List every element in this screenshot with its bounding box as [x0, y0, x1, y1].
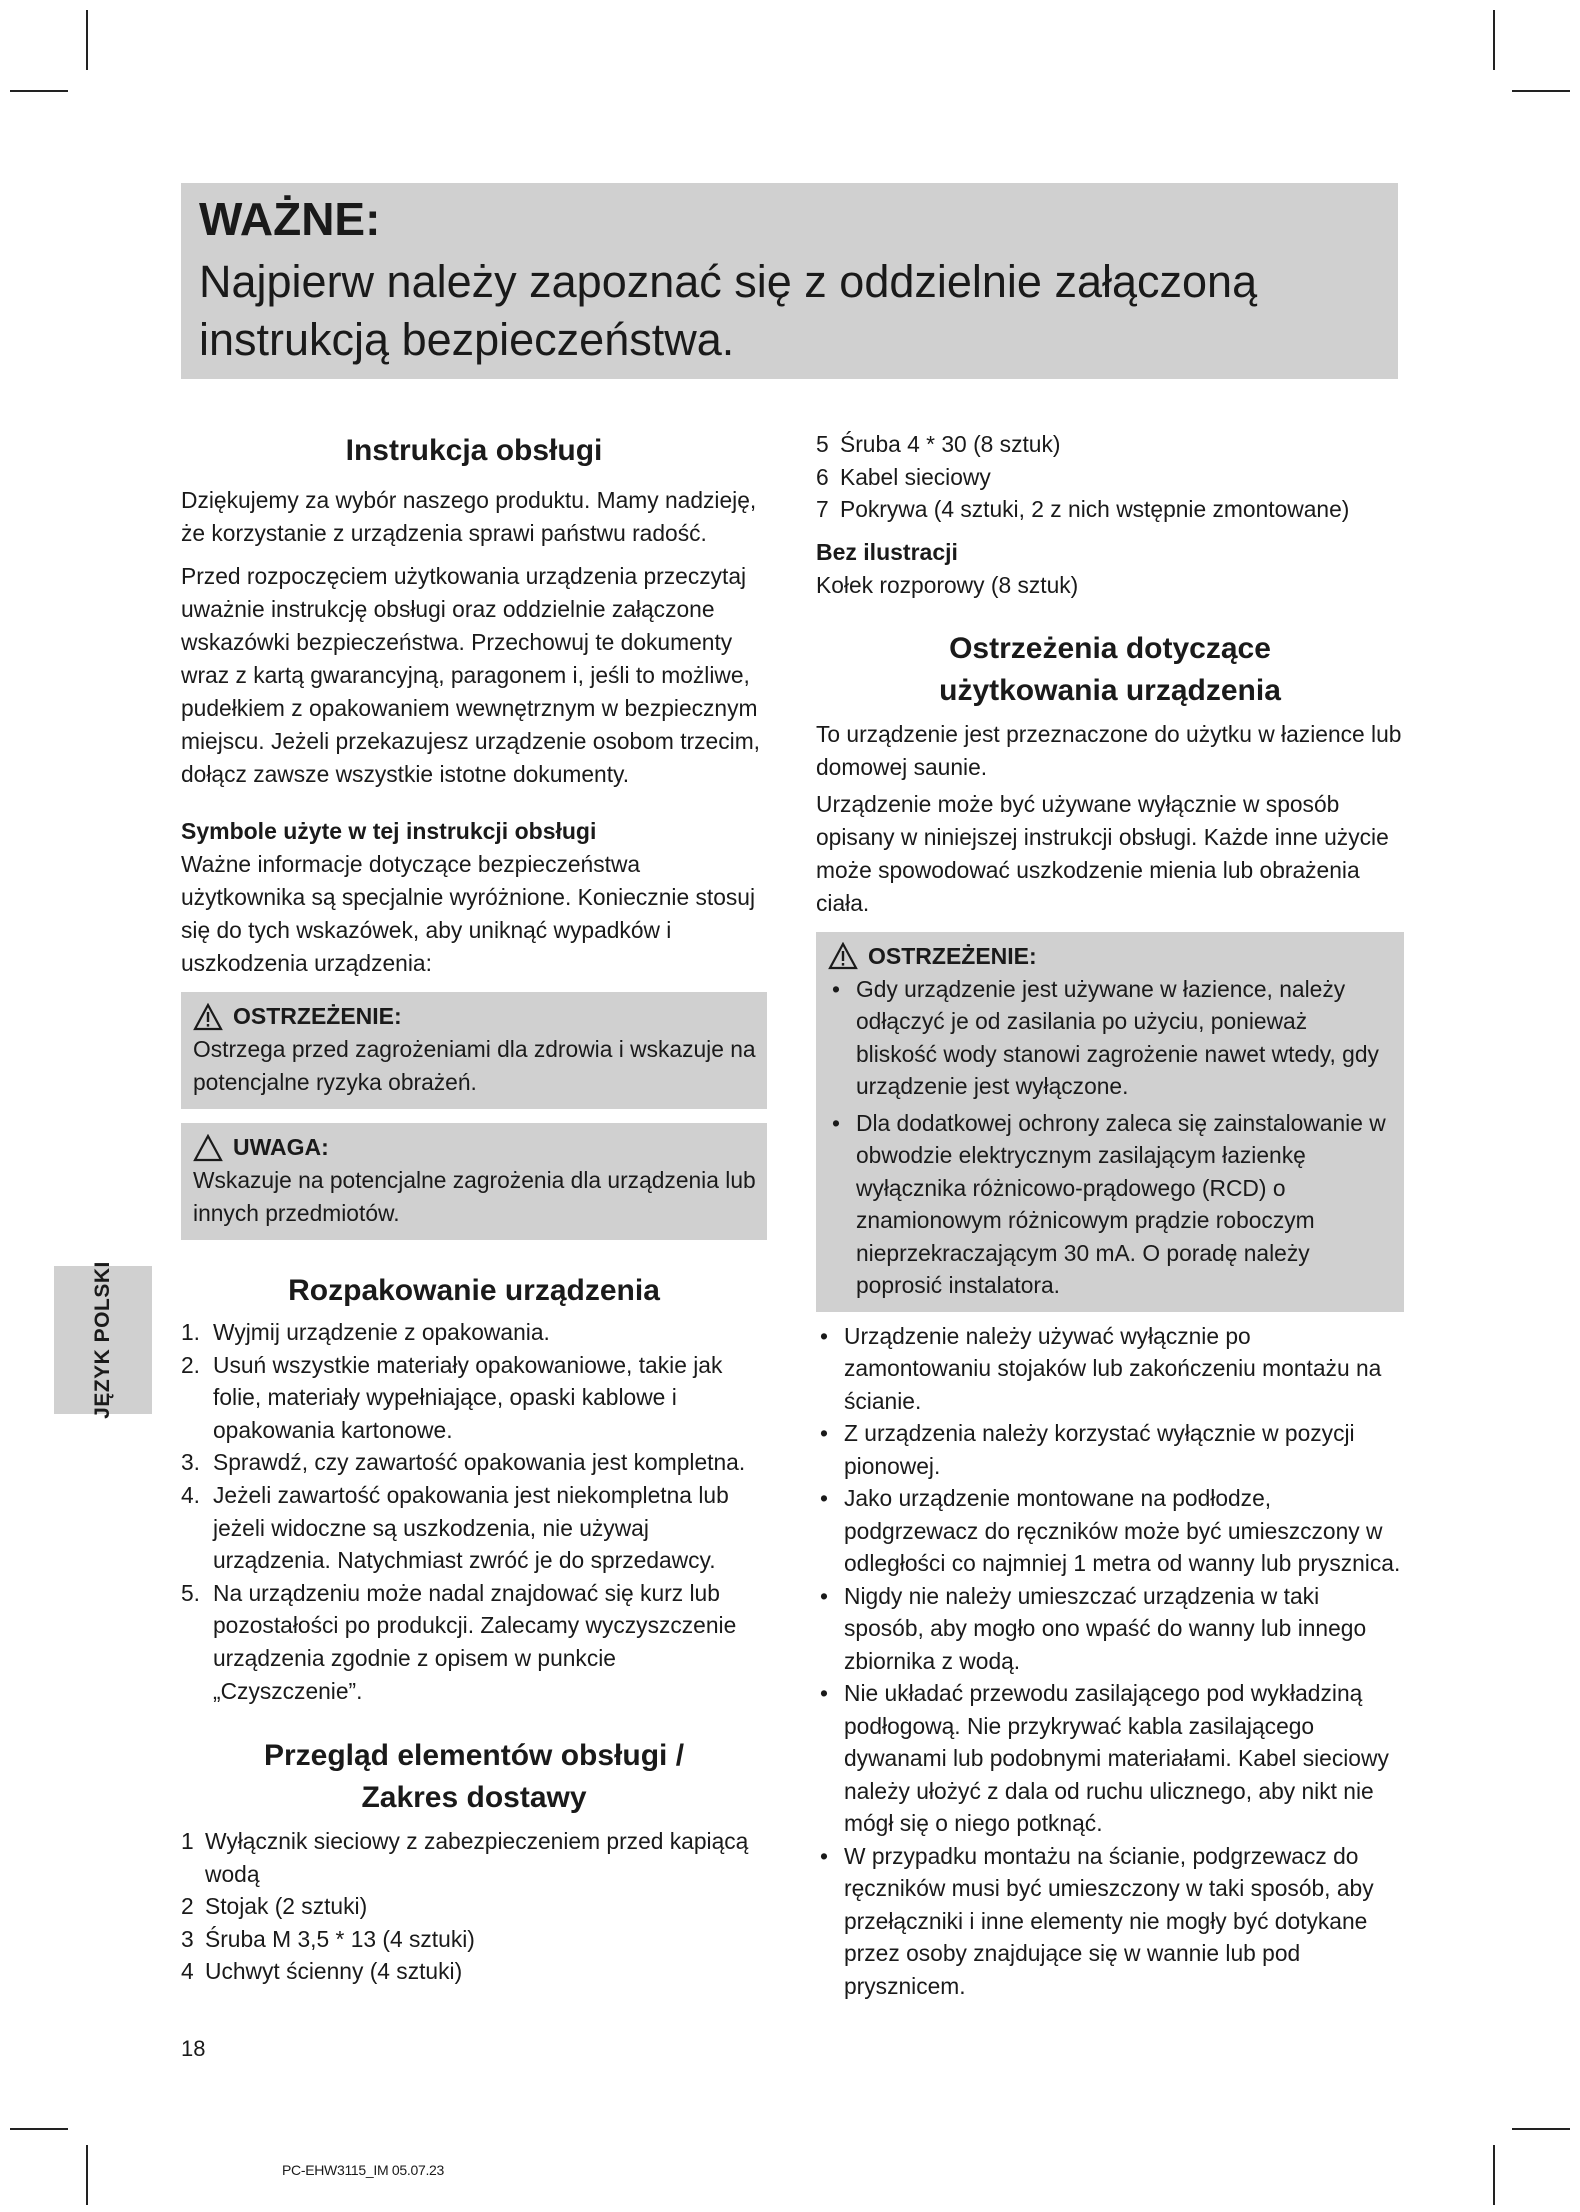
crop-mark [1493, 2145, 1495, 2205]
heading-usage-warnings: Ostrzeżenia dotyczące użytkowania urządzenia [939, 631, 1281, 707]
warning-triangle-icon [828, 942, 858, 970]
parts-list-left [181, 1825, 767, 1988]
warning-legend-box [181, 992, 767, 1109]
list-item: • Nigdy nie należy umieszczać urządzenia w taki sposób, aby mogło ono wpaść do wanny lub innego zbiornika z wodą. [816, 1580, 1404, 1678]
no-illustration-heading: Bez ilustracji [816, 538, 958, 565]
footer-print-code: PC-EHW3115_IM 05.07.23 [282, 2162, 445, 2178]
symbols-heading: Symbole użyte w tej instrukcji obsługi [181, 818, 597, 844]
warning-label: OSTRZEŻENIE: [868, 942, 1037, 969]
crop-mark [1493, 10, 1495, 70]
list-item: • Dla dodatkowej ochrony zaleca się zainstalowanie w obwodzie elektrycznym zasilającym łazienkę wyłącznika różnicowo-prądowego (RCD) o znamionowym różnicowym prądzie roboczym nieprzekraczającym 30 mA. O poradę należy poprosić instalatora. [828, 1107, 1390, 1302]
safety-bullets-list [816, 1320, 1404, 2003]
intro-paragraph: Dziękujemy za wybór naszego produktu. Mamy nadzieję, że korzystanie z urządzenia sprawi państwu radość. [181, 487, 757, 546]
caution-legend-box [181, 1123, 767, 1240]
list-item: 5. Na urządzeniu może nadal znajdować się kurz lub pozostałości po produkcji. Zalecamy wyczyszczenie urządzenia zgodnie z opisem w punkcie „Czyszczenie”. [181, 1579, 737, 1704]
heading-instructions: Instrukcja obsługi [345, 434, 603, 467]
crop-mark [1512, 2128, 1570, 2130]
list-item: 4. Jeżeli zawartość opakowania jest niekompletna lub jeżeli widoczne są uszkodzenia, nie używaj urządzenia. Natychmiast zwróć je do sprzedawcy. [181, 1481, 729, 1574]
warning-description: Ostrzega przed zagrożeniami dla zdrowia i wskazuje na potencjalne ryzyka obrażeń. [193, 1036, 756, 1095]
banner-title: WAŻNE: [199, 193, 381, 245]
caution-description: Wskazuje na potencjalne zagrożenia dla urządzenia lub innych przedmiotów. [193, 1167, 756, 1226]
list-item: • Jako urządzenie montowane na podłodze, podgrzewacz do ręczników może być umieszczony w odległości co najmniej 1 metra od wanny lub prysznica. [816, 1482, 1404, 1580]
list-item: 4 Uchwyt ścienny (4 sztuki) [181, 1958, 463, 1985]
list-item: • W przypadku montażu na ścianie, podgrzewacz do ręczników musi być umieszczony w taki sposób, aby przełączniki i inne elementy nie mogły być dotykane przez osoby znajdujące się w wannie lub pod prysznicem. [816, 1840, 1404, 2003]
list-item: 7 Pokrywa (4 sztuki, 2 z nich wstępnie zmontowane) [816, 496, 1350, 522]
right-column [816, 428, 1404, 2002]
list-item: 2. Usuń wszystkie materiały opakowaniowe, takie jak folie, materiały wypełniające, opaski kablowe i opakowania kartonowe. [181, 1351, 723, 1443]
banner-text: Najpierw należy zapoznać się z oddzielnie załączoną instrukcją bezpieczeństwa. [199, 256, 1258, 365]
no-illustration-text: Kołek rozporowy (8 sztuk) [816, 571, 1079, 598]
caution-triangle-icon [193, 1134, 223, 1162]
symbols-text: Ważne informacje dotyczące bezpieczeństwa użytkownika są specjalnie wyróżnione. Koniecznie stosuj się do tych wskazówek, aby uniknąć wypadków i uszkodzenia urządzenia: [181, 851, 756, 976]
important-banner [181, 183, 1398, 379]
crop-mark [86, 10, 88, 70]
warning-items-list [828, 973, 1390, 1302]
list-item: • Nie układać przewodu zasilającego pod wykładziną podłogową. Nie przykrywać kabla zasilającego dywanami lub podobnymi materiałami. Kabel sieciowy należy ułożyć z dala od ruchu ulicznego, aby nikt nie mógł się o niego potknąć. [816, 1677, 1404, 1840]
crop-mark [10, 2128, 68, 2130]
list-item: • Z urządzenia należy korzystać wyłącznie w pozycji pionowej. [816, 1417, 1404, 1482]
list-item: 3 Śruba M 3,5 * 13 (4 sztuki) [181, 1925, 475, 1952]
list-item: 2 Stojak (2 sztuki) [181, 1893, 368, 1920]
heading-unpacking: Rozpakowanie urządzenia [288, 1274, 660, 1307]
list-item: • Urządzenie należy używać wyłącznie po zamontowaniu stojaków lub zakończeniu montażu na ścianie. [816, 1320, 1404, 1418]
list-item: 1. Wyjmij urządzenie z opakowania. [181, 1319, 550, 1345]
crop-mark [1512, 90, 1570, 92]
language-label: JĘZYK POLSKI [91, 1261, 114, 1419]
list-item: 3. Sprawdź, czy zawartość opakowania jest kompletna. [181, 1449, 746, 1476]
read-first-paragraph: Przed rozpoczęciem użytkowania urządzenia przeczytaj uważnie instrukcję obsługi oraz oddzielnie załączone wskazówki bezpieczeństwa. Przechowuj te dokumenty wraz z kartą gwarancyjną, paragonem i, jeśli to możliwe, pudełkiem z opakowaniem wewnętrznym w bezpiecznym miejscu. Jeżeli przekazujesz urządzenie osobom trzecim, dołącz zawsze wszystkie istotne dokumenty. [181, 563, 761, 787]
crop-mark [10, 90, 68, 92]
unpack-steps-list [181, 1316, 767, 1707]
list-item: 6 Kabel sieciowy [816, 463, 991, 490]
parts-list-right [816, 428, 1404, 526]
left-column [181, 428, 767, 1988]
intended-use-paragraph: To urządzenie jest przeznaczone do użytku w łazience lub domowej saunie. [816, 720, 1402, 780]
usage-warning-box [816, 932, 1404, 1312]
warning-triangle-icon [193, 1003, 223, 1031]
warning-label: OSTRZEŻENIE: [233, 1003, 402, 1029]
caution-label: UWAGA: [233, 1134, 329, 1160]
page-number: 18 [181, 2036, 206, 2061]
list-item: 1 Wyłącznik sieciowy z zabezpieczeniem przed kapiącą wodą [181, 1828, 749, 1887]
list-item: • Gdy urządzenie jest używane w łazience, należy odłączyć je od zasilania po użyciu, ponieważ bliskość wody stanowi zagrożenie nawet wtedy, gdy urządzenie jest wyłączone. [828, 973, 1390, 1103]
allowed-use-paragraph: Urządzenie może być używane wyłącznie w sposób opisany w niniejszej instrukcji obsługi. Każde inne użycie może spowodować uszkodzenie mienia lub obrażenia ciała. [816, 790, 1389, 916]
crop-mark [86, 2145, 88, 2205]
heading-controls-overview: Przegląd elementów obsługi / Zakres dostawy [263, 1739, 685, 1815]
list-item: 5 Śruba 4 * 30 (8 sztuk) [816, 431, 1061, 457]
language-side-tab [54, 1261, 152, 1419]
